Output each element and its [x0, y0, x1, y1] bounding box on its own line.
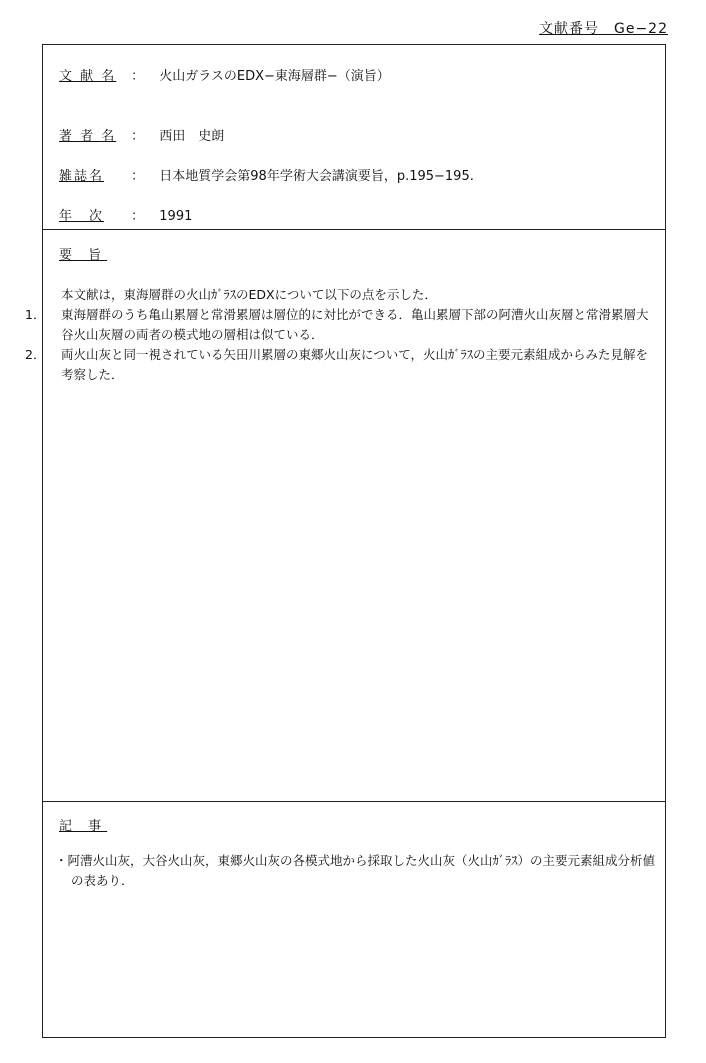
author-colon: ： — [131, 129, 145, 144]
year-value: 1991 — [159, 209, 193, 224]
summary-item-text: 東海層群のうち亀山累層と常滑累層は層位的に対比ができる．亀山累層下部の阿漕火山灰層と常滑累層大谷火山灰層の両者の模式地の層相は似ている． — [61, 307, 649, 342]
article-heading: 記 事 — [59, 819, 108, 834]
title-colon: ： — [131, 69, 145, 84]
summary-divider — [43, 801, 665, 802]
article-item — [43, 851, 659, 891]
title-label: 文 献 名 — [59, 69, 117, 84]
title-row — [59, 65, 390, 84]
summary-item — [25, 345, 659, 385]
year-row — [59, 205, 192, 224]
journal-row — [59, 165, 474, 184]
author-row — [59, 125, 224, 144]
summary-item-text: 両火山灰と同一視されている矢田川累層の東郷火山灰について，火山ｶﾞﾗｽの主要元素組成からみた見解を考察した． — [61, 347, 649, 382]
header-divider — [43, 229, 665, 230]
author-label: 著 者 名 — [59, 129, 117, 144]
year-colon: ： — [131, 209, 145, 224]
summary-item-number: 2． — [25, 347, 46, 362]
summary-heading: 要 旨 — [59, 248, 108, 263]
document-number: 文献番号 Ge−22 — [538, 21, 668, 37]
journal-label: 雑誌名 — [59, 169, 105, 184]
journal-value: 日本地質学会第98年学術大会講演要旨，p.195−195. — [159, 169, 474, 184]
title-value: 火山ガラスのEDX−東海層群−（演旨） — [159, 69, 390, 84]
summary-body — [25, 285, 659, 385]
document-frame — [25, 44, 666, 1038]
article-body — [43, 851, 659, 891]
summary-item — [25, 305, 659, 345]
author-value: 西田 史朗 — [159, 129, 225, 144]
journal-colon: ： — [131, 169, 145, 184]
year-label: 年 次 — [59, 209, 105, 224]
article-item-text: 阿漕火山灰，大谷火山灰，東郷火山灰の各模式地から採取した火山灰（火山ｶﾞﾗｽ）の主要元素組成分析値の表あり． — [67, 853, 656, 888]
bullet: ・ — [55, 853, 68, 868]
summary-intro: 本文献は，東海層群の火山ｶﾞﾗｽのEDXについて以下の点を示した． — [61, 287, 437, 302]
summary-item-number: 1． — [25, 307, 46, 322]
